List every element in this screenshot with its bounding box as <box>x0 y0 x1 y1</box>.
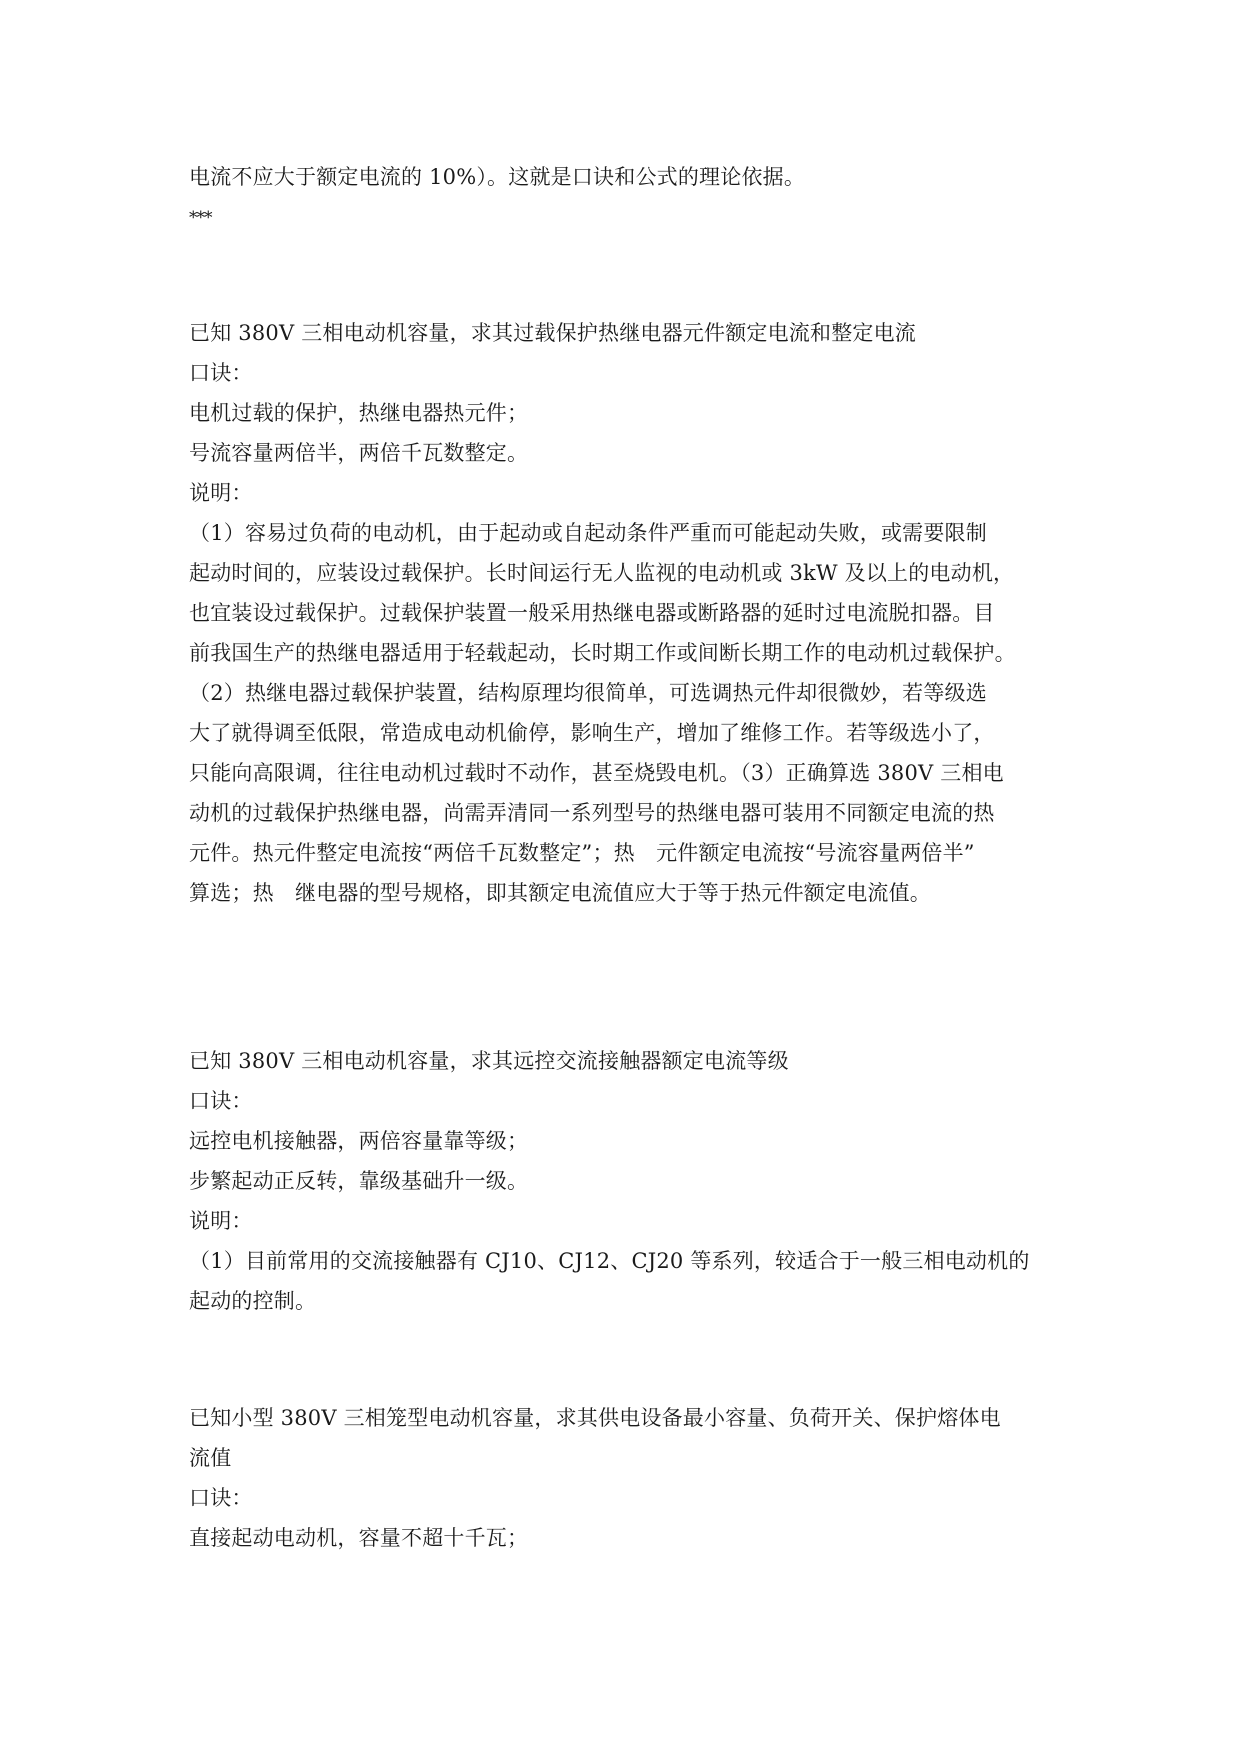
section-title-continued: 流值 <box>189 1446 232 1470</box>
paragraph-line: 起动时间的，应装设过载保护。长时间运行无人监视的电动机或 3kW 及以上的电动机， <box>189 561 1015 585</box>
mnemonic-line: 号流容量两倍半，两倍千瓦数整定。 <box>189 441 529 465</box>
intro-line: 电流不应大于额定电流的 10%）。这就是口诀和公式的理论依据。 <box>189 165 806 189</box>
paragraph-line: 起动的控制。 <box>189 1289 317 1313</box>
paragraph-line: （1）目前常用的交流接触器有 CJ10、CJ12、CJ20 等系列，较适合于一般三相电动机的 <box>189 1249 1030 1273</box>
paragraph-line: 动机的过载保护热继电器，尚需弄清同一系列型号的热继电器可装用不同额定电流的热 <box>189 801 995 825</box>
mnemonic-label: 口诀： <box>189 1486 253 1510</box>
paragraph-line: 只能向高限调，往往电动机过载时不动作，甚至烧毁电机。（3）正确算选 380V 三相电 <box>189 761 1004 785</box>
mnemonic-label: 口诀： <box>189 361 253 385</box>
section-title: 已知 380V 三相电动机容量，求其过载保护热继电器元件额定电流和整定电流 <box>189 321 916 345</box>
mnemonic-line: 远控电机接触器，两倍容量靠等级； <box>189 1129 529 1153</box>
paragraph-line: 元件。热元件整定电流按“两倍千瓦数整定”；热 元件额定电流按“号流容量两倍半” <box>189 841 975 865</box>
section-separator: *** <box>189 208 212 228</box>
paragraph-line: （2）热继电器过载保护装置，结构原理均很简单，可选调热元件却很微妙，若等级选 <box>189 681 987 705</box>
mnemonic-line: 直接起动电动机，容量不超十千瓦； <box>189 1526 529 1550</box>
paragraph-line: 也宜装设过载保护。过载保护装置一般采用热继电器或断路器的延时过电流脱扣器。目 <box>189 601 995 625</box>
section-title: 已知小型 380V 三相笼型电动机容量，求其供电设备最小容量、负荷开关、保护熔体电 <box>189 1406 1001 1430</box>
explanation-label: 说明： <box>189 481 253 505</box>
paragraph-line: 大了就得调至低限，常造成电动机偷停，影响生产，增加了维修工作。若等级选小了， <box>189 721 995 745</box>
mnemonic-label: 口诀： <box>189 1089 253 1113</box>
explanation-label: 说明： <box>189 1209 253 1233</box>
paragraph-line: （1）容易过负荷的电动机，由于起动或自起动条件严重而可能起动失败，或需要限制 <box>189 521 987 545</box>
paragraph-line: 算选；热 继电器的型号规格，即其额定电流值应大于等于热元件额定电流值。 <box>189 881 931 905</box>
mnemonic-line: 电机过载的保护，热继电器热元件； <box>189 401 529 425</box>
section-title: 已知 380V 三相电动机容量，求其远控交流接触器额定电流等级 <box>189 1049 789 1073</box>
paragraph-line: 前我国生产的热继电器适用于轻载起动，长时期工作或间断长期工作的电动机过载保护。 <box>189 641 1016 665</box>
mnemonic-line: 步繁起动正反转，靠级基础升一级。 <box>189 1169 529 1193</box>
